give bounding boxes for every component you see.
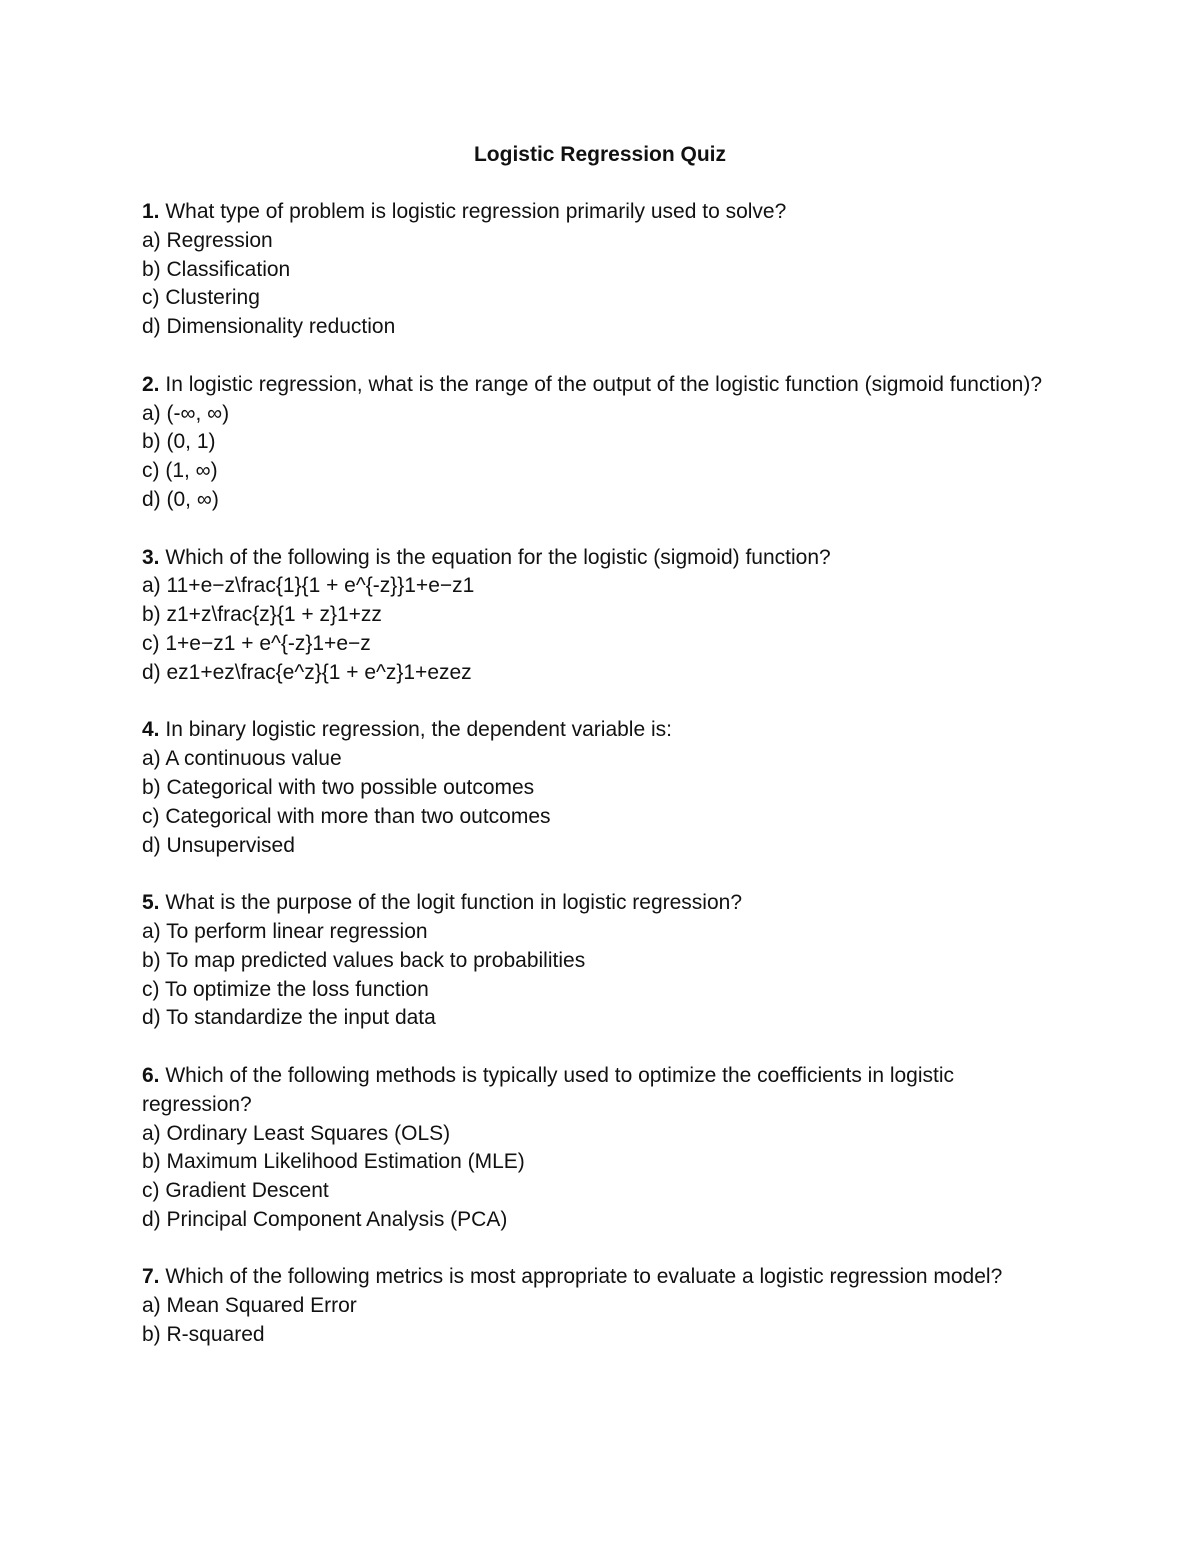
question-text: [142, 1263, 1062, 1292]
question-2: [142, 371, 1062, 515]
answer-option-b: b) To map predicted values back to probabilities: [142, 948, 586, 972]
document-title: Logistic Regression Quiz: [473, 143, 727, 166]
answer-option-c: c) 1+e−z1 + e^{-z}1+e−z: [142, 631, 371, 655]
answer-options: [142, 227, 1062, 342]
answer-option-d: d) To standardize the input data: [142, 1006, 436, 1030]
answer-options: [142, 1120, 1062, 1235]
answer-options: [142, 1292, 1062, 1350]
answer-options: [142, 745, 1062, 860]
answer-options: [142, 400, 1062, 515]
answer-option-a: a) Regression: [142, 228, 273, 252]
answer-option-c: c) (1, ∞): [142, 459, 218, 483]
question-7: [142, 1263, 1062, 1349]
answer-option-b: b) R-squared: [142, 1323, 265, 1347]
answer-option-c: c) To optimize the loss function: [142, 977, 429, 1001]
answer-option-d: d) Unsupervised: [142, 833, 295, 857]
answer-options: [142, 918, 1062, 1033]
answer-option-b: b) Categorical with two possible outcomes: [142, 775, 535, 799]
question-text: [142, 716, 1062, 745]
question-prompt: Which of the following is the equation for the logistic (sigmoid) function?: [165, 545, 831, 569]
question-text: [142, 1062, 1062, 1120]
answer-option-d: d) Principal Component Analysis (PCA): [142, 1207, 508, 1231]
answer-option-c: c) Gradient Descent: [142, 1179, 329, 1203]
question-text: [142, 544, 1062, 573]
question-6: [142, 1062, 1062, 1235]
question-prompt: Which of the following methods is typically used to optimize the coefficients in logistic regression?: [142, 1063, 955, 1116]
question-prompt: What is the purpose of the logit function in logistic regression?: [165, 891, 743, 915]
answer-option-a: a) Mean Squared Error: [142, 1294, 357, 1318]
answer-option-b: b) z1+z\frac{z}{1 + z}1+zz: [142, 603, 382, 627]
answer-option-c: c) Categorical with more than two outcomes: [142, 804, 551, 828]
question-number: 7.: [142, 1265, 160, 1289]
question-number: 4.: [142, 718, 160, 742]
question-text: [142, 198, 1062, 227]
answer-option-a: a) Ordinary Least Squares (OLS): [142, 1121, 451, 1145]
question-number: 5.: [142, 891, 160, 915]
question-prompt: In binary logistic regression, the dependent variable is:: [165, 718, 672, 742]
answer-option-d: d) (0, ∞): [142, 487, 219, 511]
answer-options: [142, 572, 1062, 687]
question-1: [142, 198, 1062, 342]
question-4: [142, 716, 1062, 860]
question-number: 1.: [142, 200, 160, 223]
question-text: [142, 889, 1062, 918]
question-prompt: Which of the following metrics is most appropriate to evaluate a logistic regression model?: [165, 1265, 1003, 1289]
answer-option-a: a) To perform linear regression: [142, 919, 428, 943]
question-5: [142, 889, 1062, 1033]
answer-option-d: d) Dimensionality reduction: [142, 315, 396, 339]
question-number: 6.: [142, 1063, 160, 1087]
answer-option-a: a) (-∞, ∞): [142, 401, 230, 425]
question-text: [142, 371, 1062, 400]
answer-option-b: b) (0, 1): [142, 430, 216, 454]
answer-option-a: a) 11+e−z\frac{1}{1 + e^{-z}}1+e−z1: [142, 574, 475, 598]
question-list: [142, 198, 1062, 1379]
answer-option-b: b) Classification: [142, 257, 291, 281]
question-prompt: In logistic regression, what is the range of the output of the logistic function (sigmoid function)?: [165, 372, 1043, 396]
answer-option-b: b) Maximum Likelihood Estimation (MLE): [142, 1150, 525, 1174]
question-number: 3.: [142, 545, 160, 569]
answer-option-d: d) ez1+ez\frac{e^z}{1 + e^z}1+ezez: [142, 660, 472, 684]
question-number: 2.: [142, 372, 160, 396]
answer-option-c: c) Clustering: [142, 286, 260, 310]
question-prompt: What type of problem is logistic regression primarily used to solve?: [165, 200, 787, 223]
question-3: [142, 544, 1062, 688]
answer-option-a: a) A continuous value: [142, 747, 342, 771]
